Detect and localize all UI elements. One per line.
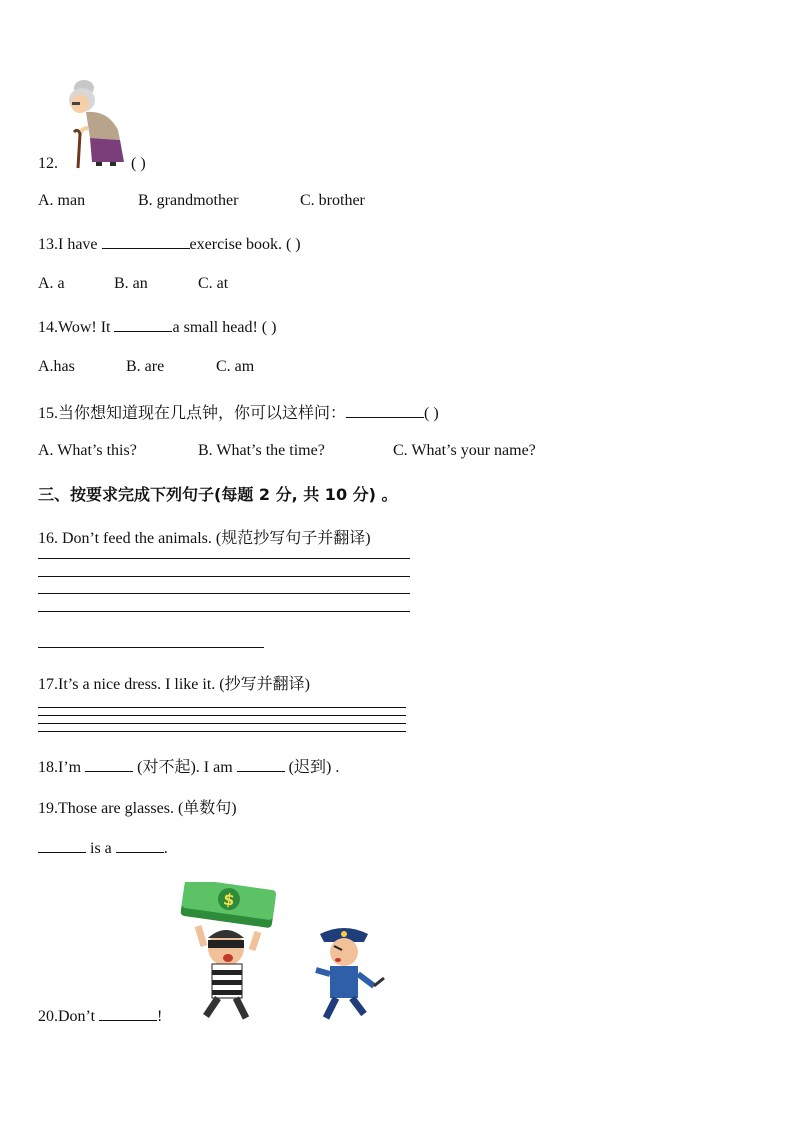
option-a: A. man <box>38 192 86 209</box>
writing-line[interactable] <box>38 707 406 708</box>
writing-line[interactable] <box>38 558 410 559</box>
question-12 <box>38 155 58 173</box>
question-13 <box>38 234 301 254</box>
section-heading: 三、按要求完成下列句子(每题 2 分, 共 10 分) 。 <box>38 485 398 504</box>
answer-blank[interactable] <box>237 757 285 772</box>
option-b: B. grandmother <box>138 192 239 209</box>
question-prefix: 20.Don’t <box>38 1008 96 1025</box>
grandmother-with-cane-icon <box>58 78 130 170</box>
writing-line[interactable] <box>38 593 410 594</box>
option-b: B. are <box>126 358 165 375</box>
option-c: C. What’s your name? <box>393 442 536 459</box>
question-19: 19.Those are glasses. (单数句) <box>38 800 237 817</box>
option-a: A. a <box>38 275 65 292</box>
option-c: C. at <box>198 275 229 292</box>
writing-line[interactable] <box>38 731 406 732</box>
option-a: A.has <box>38 358 75 375</box>
answer-blank[interactable] <box>38 838 86 853</box>
answer-parentheses: ( ) <box>131 155 146 172</box>
option-c: C. am <box>216 358 255 375</box>
answer-blank[interactable] <box>116 838 164 853</box>
question-prefix: 14.Wow! It <box>38 319 111 336</box>
answer-blank[interactable] <box>114 317 172 332</box>
option-b: B. What’s the time? <box>198 442 325 459</box>
question-19-answer <box>38 838 168 858</box>
question-suffix: ( ) <box>424 405 439 422</box>
question-prefix: 15.当你想知道现在几点钟，你可以这样问： <box>38 405 347 422</box>
answer-blank[interactable] <box>102 234 190 249</box>
question-20 <box>38 1006 162 1026</box>
writing-line[interactable] <box>38 723 406 724</box>
answer-blank[interactable] <box>346 403 424 418</box>
question-suffix: exercise book. ( ) <box>189 236 301 253</box>
question-suffix: a small head! ( ) <box>172 319 277 336</box>
answer-middle: is a <box>90 840 112 857</box>
answer-end: . <box>163 840 168 857</box>
question-number: 12. <box>38 155 58 172</box>
writing-line[interactable] <box>38 576 410 577</box>
svg-text:$: $ <box>222 889 236 910</box>
question-prefix: 18.I’m <box>38 759 82 776</box>
option-c: C. brother <box>300 192 365 209</box>
answer-blank[interactable] <box>99 1006 157 1021</box>
question-suffix: ! <box>157 1008 163 1025</box>
question-middle: (对不起). I am <box>137 759 233 776</box>
question-16: 16. Don’t feed the animals. (规范抄写句子并翻译) <box>38 530 371 547</box>
option-b: B. an <box>114 275 148 292</box>
question-prefix: 13.I have <box>38 236 98 253</box>
thief-and-police-icon <box>178 882 392 1024</box>
answer-blank[interactable] <box>85 757 133 772</box>
question-17: 17.It’s a nice dress. I like it. (抄写并翻译) <box>38 676 310 693</box>
question-end: (迟到) . <box>288 759 340 776</box>
writing-line[interactable] <box>38 715 406 716</box>
question-14 <box>38 317 276 337</box>
question-18 <box>38 754 339 777</box>
question-15 <box>38 400 439 423</box>
writing-line[interactable] <box>38 647 264 648</box>
option-a: A. What’s this? <box>38 442 137 459</box>
writing-line[interactable] <box>38 611 410 612</box>
